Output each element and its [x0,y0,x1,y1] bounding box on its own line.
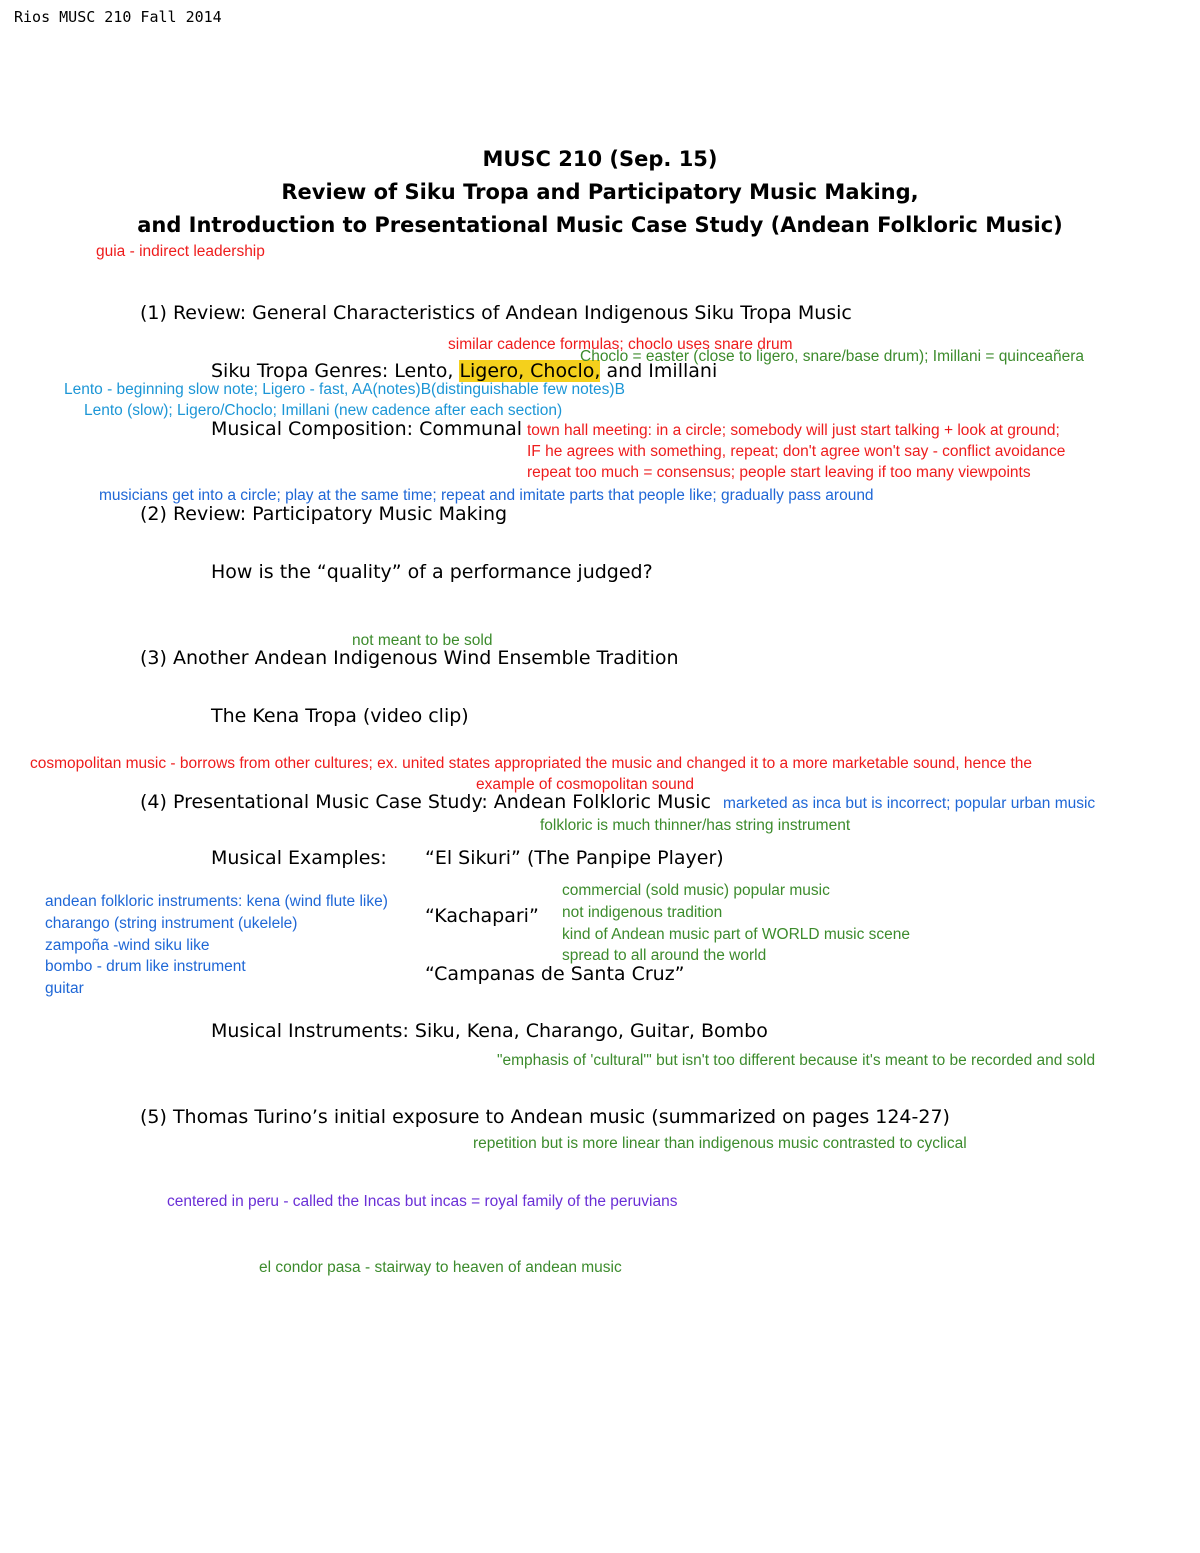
note-emphasis: "emphasis of 'cultural'" but isn't too different because it's meant to be recorded and sold [497,1052,1096,1069]
note-musicians: musicians get into a circle; play at the same time; repeat and imitate parts that people like; gradually pass around [99,487,874,504]
note-marketed: marketed as inca but is incorrect; popular urban music [723,795,1096,812]
note-guia: guia - indirect leadership [96,243,265,260]
note-townhall-1: town hall meeting: in a circle; somebody will just start talking + look at ground; [527,422,1060,439]
example-campanas: “Campanas de Santa Cruz” [425,963,685,985]
example-kachapari: “Kachapari” [425,905,539,927]
note-townhall-2: IF he agrees with something, repeat; don't agree won't say - conflict avoidance [527,443,1066,460]
note-cosmopolitan-1: cosmopolitan music - borrows from other cultures; ex. united states appropriated the music and changed it to a more marketable sound, hence the [30,755,1032,772]
section-4-heading: (4) Presentational Music Case Study: Andean Folkloric Music [140,791,712,813]
note-lento-slow: Lento (slow); Ligero/Choclo; Imillani (new cadence after each section) [84,402,563,419]
musical-composition: Musical Composition: Communal [211,418,523,440]
quality-question: How is the “quality” of a performance judged? [211,561,653,583]
note-townhall-3: repeat too much = consensus; people start leaving if too many viewpoints [527,464,1031,481]
note-condor: el condor pasa - stairway to heaven of andean music [259,1259,622,1276]
page-title: MUSC 210 (Sep. 15) [482,147,718,171]
section-5-heading: (5) Thomas Turino’s initial exposure to Andean music (summarized on pages 124-27) [140,1106,950,1128]
note-instruments-2: charango (string instrument (ukelele) [45,915,298,932]
note-cadence: similar cadence formulas; choclo uses snare drum [448,336,793,353]
note-commercial-1: commercial (sold music) popular music [562,882,830,899]
note-instruments-1: andean folkloric instruments: kena (wind flute like) [45,893,388,910]
genres-suffix: and Imillani [600,360,718,382]
note-instruments-4: bombo - drum like instrument [45,958,246,975]
note-not-sold: not meant to be sold [352,632,493,649]
note-commercial-3: kind of Andean music part of WORLD music scene [562,926,911,943]
note-repetition: repetition but is more linear than indigenous music contrasted to cyclical [473,1135,967,1152]
note-instruments-3: zampoña -wind siku like [45,937,210,954]
note-commercial-2: not indigenous tradition [562,904,723,921]
note-commercial-4: spread to all around the world [562,947,767,964]
section-3-heading: (3) Another Andean Indigenous Wind Ensemble Tradition [140,647,679,669]
page-subtitle-2: and Introduction to Presentational Music Case Study (Andean Folkloric Music) [137,213,1063,237]
note-choclo-easter: Choclo = easter (close to ligero, snare/base drum); Imillani = quinceañera [580,348,1085,365]
genres-prefix: Siku Tropa Genres: Lento, [211,360,460,382]
page-header: Rios MUSC 210 Fall 2014 [14,8,222,26]
note-peru: centered in peru - called the Incas but incas = royal family of the peruvians [167,1193,678,1210]
note-thinner: folkloric is much thinner/has string instrument [540,817,851,834]
musical-instruments: Musical Instruments: Siku, Kena, Charango, Guitar, Bombo [211,1020,768,1042]
section-2-heading: (2) Review: Participatory Music Making [140,503,508,525]
genres-highlight: Ligero, Choclo, [459,360,601,382]
page-subtitle-1: Review of Siku Tropa and Participatory Music Making, [281,180,919,204]
kena-tropa: The Kena Tropa (video clip) [211,705,469,727]
example-el-sikuri: “El Sikuri” (The Panpipe Player) [425,847,724,869]
section-1-heading: (1) Review: General Characteristics of Andean Indigenous Siku Tropa Music [140,302,852,324]
note-lento-notes: Lento - beginning slow note; Ligero - fast, AA(notes)B(distinguishable few notes)B [64,381,625,398]
note-instruments-5: guitar [45,980,84,997]
musical-examples-label: Musical Examples: [211,847,387,869]
note-cosmopolitan-2: example of cosmopolitan sound [476,776,694,793]
